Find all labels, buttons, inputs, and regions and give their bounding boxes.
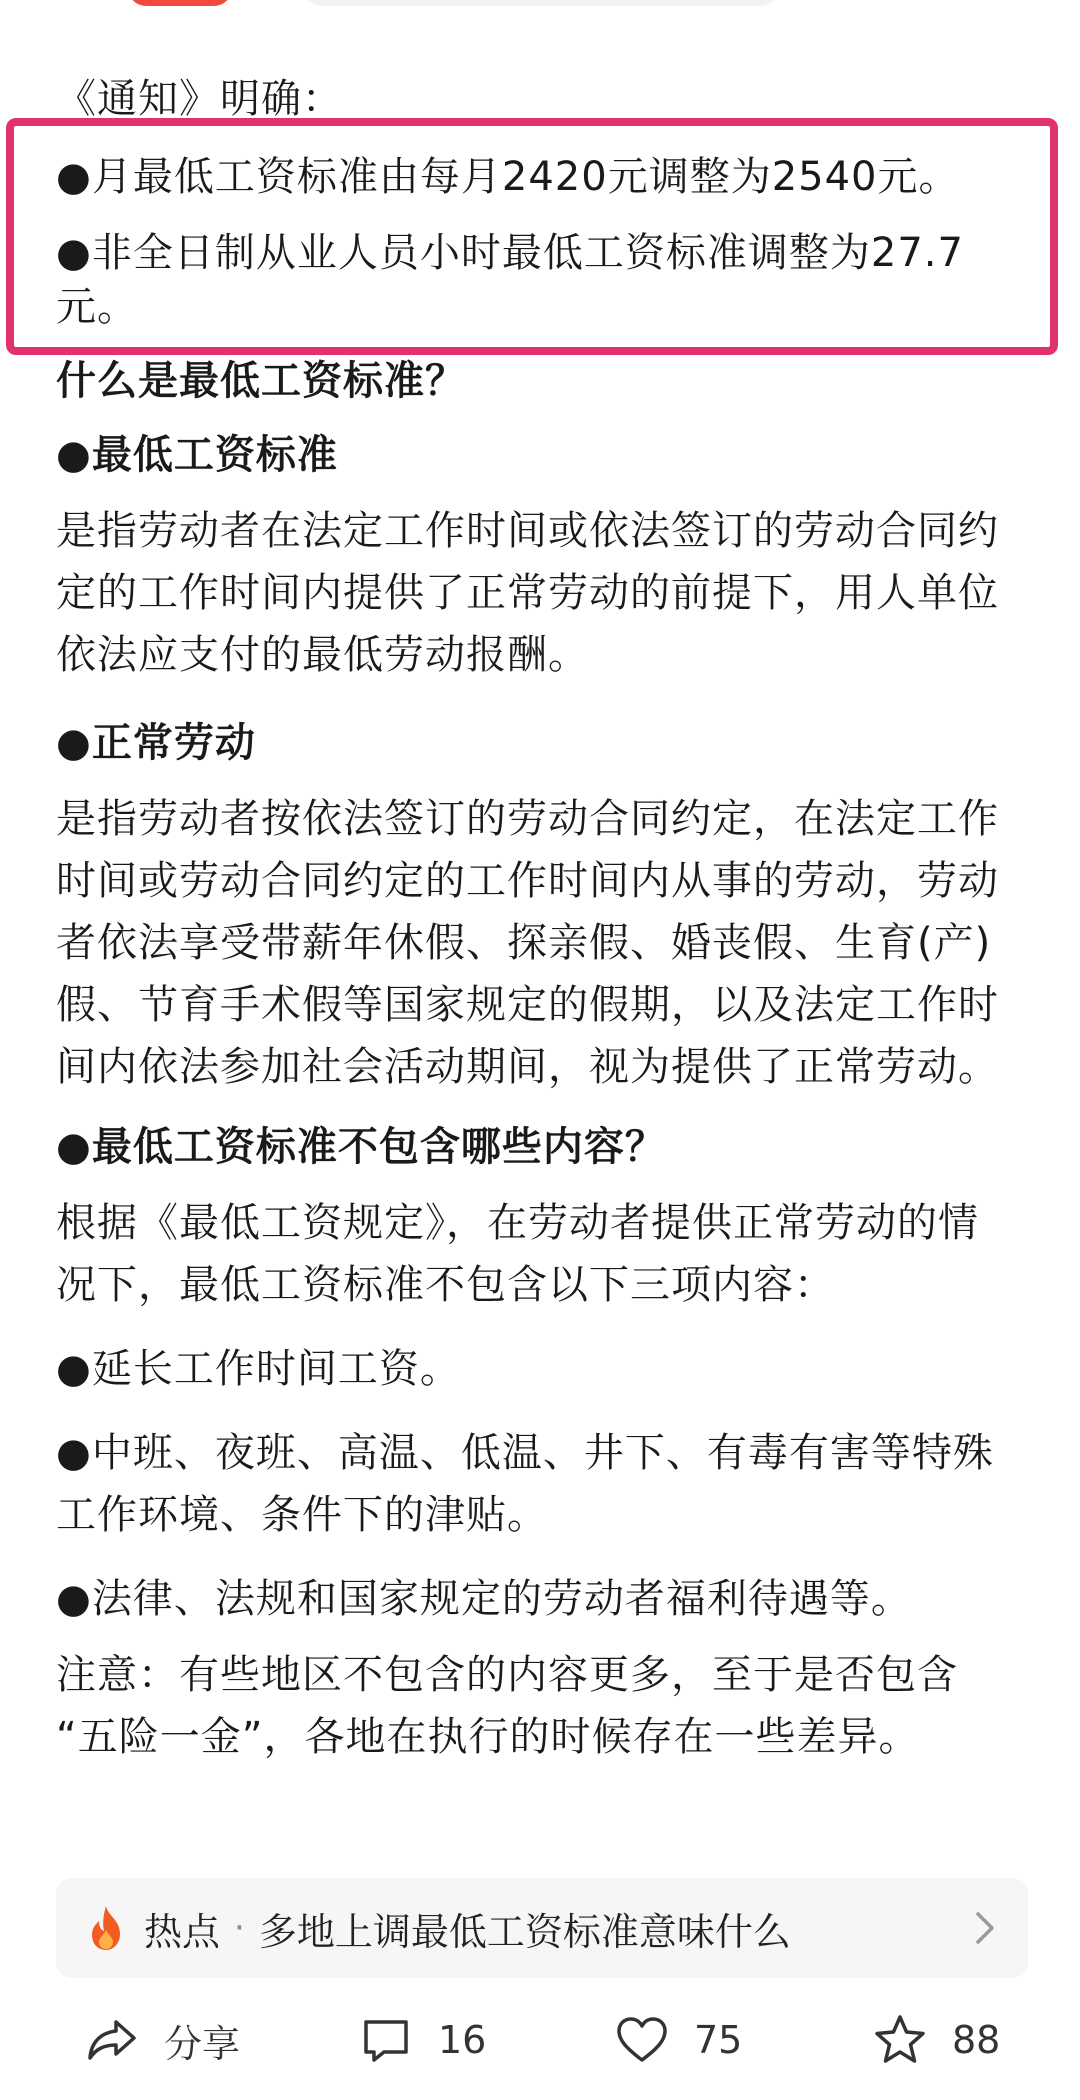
paragraph-line: 间内依法参加社会活动期间，视为提供了正常劳动。 [56, 1044, 999, 1090]
paragraph-line: 工作环境、条件下的津贴。 [56, 1492, 548, 1538]
paragraph-min-wage [56, 500, 1036, 686]
note-paragraph [56, 1644, 1036, 1768]
paragraph-line: 是指劳动者按依法签订的劳动合同约定，在法定工作 [56, 796, 999, 842]
heading-normal-labor: ●正常劳动 [56, 720, 256, 766]
share-button[interactable] [84, 2012, 240, 2068]
heart-icon [614, 2012, 670, 2068]
paragraph-excluded-items [56, 1192, 1036, 1316]
paragraph-line: 者依法享受带薪年休假、探亲假、婚丧假、生育(产) [56, 920, 992, 966]
content-fade [0, 1790, 1080, 1850]
heading-excluded-items: ●最低工资标准不包含哪些内容？ [56, 1124, 666, 1170]
paragraph-line: ●中班、夜班、高温、低温、井下、有毒有害等特殊 [56, 1430, 994, 1476]
list-item-benefits: ●法律、法规和国家规定的劳动者福利待遇等。 [56, 1576, 912, 1622]
paragraph-line: “五险一金”，各地在执行的时候存在一些差异。 [56, 1714, 920, 1760]
like-button[interactable] [614, 2012, 742, 2068]
top-button-partial[interactable] [128, 0, 232, 6]
paragraph-line: 定的工作时间内提供了正常劳动的前提下，用人单位 [56, 570, 999, 616]
comment-count: 16 [438, 2018, 487, 2062]
hot-topic-tag: 热点 [144, 1909, 221, 1954]
flame-icon [86, 1904, 126, 1952]
list-item-overtime: ●延长工作时间工资。 [56, 1346, 461, 1392]
intro-line: 《通知》明确： [56, 76, 343, 122]
paragraph-line: 依法应支付的最低劳动报酬。 [56, 632, 589, 678]
hot-topic-banner[interactable] [56, 1878, 1028, 1978]
top-search-bar-partial[interactable] [300, 0, 782, 6]
paragraph-line: 注意：有些地区不包含的内容更多，至于是否包含 [56, 1652, 958, 1698]
paragraph-line: 是指劳动者在法定工作时间或依法签订的劳动合同约 [56, 508, 999, 554]
like-count: 75 [694, 2018, 743, 2062]
section-question-heading: 什么是最低工资标准？ [56, 358, 466, 404]
star-icon [872, 2012, 928, 2068]
bullet-monthly-wage: ●月最低工资标准由每月2420元调整为2540元。 [56, 154, 960, 200]
paragraph-line: 时间或劳动合同约定的工作时间内从事的劳动，劳动 [56, 858, 999, 904]
article-body [56, 68, 1036, 1768]
paragraph-normal-labor [56, 788, 1036, 1098]
share-icon [84, 2012, 140, 2068]
action-bar [0, 2000, 1080, 2080]
comment-icon [358, 2012, 414, 2068]
paragraph-line: 假、节育手术假等国家规定的假期，以及法定工作时 [56, 982, 999, 1028]
heading-min-wage: ●最低工资标准 [56, 432, 338, 478]
chevron-right-icon [972, 1908, 998, 1948]
bullet-hourly-wage-line1: ●非全日制从业人员小时最低工资标准调整为27.7 [56, 230, 964, 276]
bullet-hourly-wage-line2: 元。 [56, 284, 138, 330]
comment-button[interactable] [358, 2012, 486, 2068]
hot-topic-title: 多地上调最低工资标准意味什么 [258, 1909, 791, 1954]
hot-topic-separator: · [234, 1908, 245, 1948]
list-item-allowances [56, 1422, 1036, 1546]
paragraph-line: 根据《最低工资规定》，在劳动者提供正常劳动的情 [56, 1200, 979, 1246]
paragraph-line: 况下，最低工资标准不包含以下三项内容： [56, 1262, 835, 1308]
favorite-button[interactable] [872, 2012, 1000, 2068]
share-label: 分享 [164, 2021, 241, 2066]
favorite-count: 88 [952, 2018, 1001, 2062]
